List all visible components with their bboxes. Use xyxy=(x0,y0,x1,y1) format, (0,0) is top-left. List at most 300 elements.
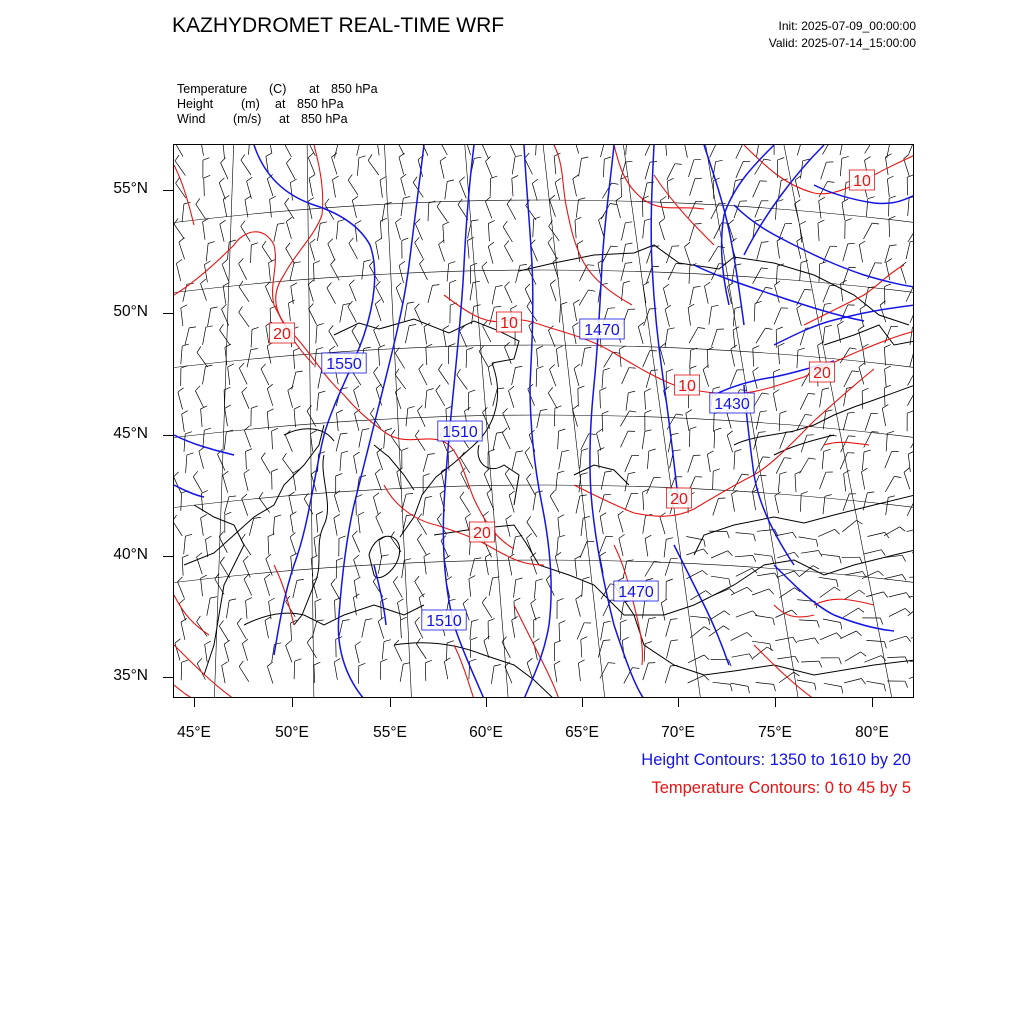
wind-barb xyxy=(558,429,566,449)
wind-barb xyxy=(800,458,816,474)
wind-barb xyxy=(710,145,725,158)
wind-barb xyxy=(395,369,406,389)
wind-barb xyxy=(550,195,556,217)
border-line xyxy=(478,445,519,505)
wind-barb xyxy=(528,384,535,405)
wind-barb xyxy=(241,221,251,242)
lat-label: 55°N xyxy=(113,180,148,197)
wind-barb xyxy=(283,145,291,157)
wind-barb xyxy=(536,366,543,386)
wind-barb xyxy=(842,520,862,531)
wind-barb xyxy=(261,364,269,385)
wind-barb xyxy=(424,323,430,344)
wind-barb xyxy=(841,436,856,452)
wind-barb xyxy=(690,286,701,305)
wind-barb xyxy=(377,145,383,156)
svg-text:10: 10 xyxy=(853,173,871,190)
wind-barb xyxy=(380,218,386,239)
wind-barb xyxy=(399,153,405,175)
wind-barb xyxy=(267,662,273,684)
wind-barb xyxy=(339,620,350,639)
wind-barb xyxy=(226,599,236,618)
wind-barb xyxy=(576,198,585,218)
wind-barb xyxy=(859,326,865,348)
wind-barb xyxy=(666,619,678,637)
wind-barb xyxy=(645,618,655,637)
wind-barb xyxy=(181,660,188,680)
wind-barb xyxy=(244,574,252,595)
wind-barb xyxy=(485,554,491,575)
wind-barb xyxy=(818,529,839,536)
wind-barb xyxy=(906,285,914,301)
wind-barb xyxy=(866,197,874,217)
wind-barb xyxy=(405,325,416,344)
wind-barb xyxy=(844,590,865,600)
svg-text:10: 10 xyxy=(678,378,696,395)
wind-barb xyxy=(181,618,187,640)
wind-barb xyxy=(598,448,604,469)
wind-barb xyxy=(904,468,910,490)
wind-barb xyxy=(507,198,516,219)
wind-barb xyxy=(622,281,631,301)
wind-barb xyxy=(352,531,359,552)
wind-barb xyxy=(512,155,522,174)
wind-barb xyxy=(685,242,691,264)
wind-barb xyxy=(406,406,415,426)
wind-barb xyxy=(626,391,635,411)
wind-barb xyxy=(203,428,211,448)
wind-barb xyxy=(690,348,698,368)
wind-barb xyxy=(889,593,911,599)
wind-barb xyxy=(425,660,432,681)
wind-barb xyxy=(865,413,878,430)
wind-barb xyxy=(247,177,253,199)
wind-barb xyxy=(508,145,515,156)
wind-barb xyxy=(580,541,594,558)
wind-barb xyxy=(887,176,893,197)
lon-tick xyxy=(775,698,776,707)
wind-barb xyxy=(713,469,720,489)
wind-barb xyxy=(220,220,226,242)
wind-barb xyxy=(509,491,515,513)
wind-barb xyxy=(713,498,726,516)
wind-barb xyxy=(534,617,541,638)
wind-barb xyxy=(441,536,448,557)
wind-barb xyxy=(602,368,610,388)
wind-barb xyxy=(228,364,234,385)
wind-barb xyxy=(349,280,356,302)
wind-barb xyxy=(621,263,632,281)
wind-barb xyxy=(860,305,866,326)
field-name: Wind xyxy=(177,112,206,126)
wind-barb xyxy=(469,659,476,679)
temperature-contour-label xyxy=(469,522,494,542)
wind-barb xyxy=(573,175,579,197)
wind-barb xyxy=(502,637,510,658)
wind-barb xyxy=(707,347,713,368)
wind-barb xyxy=(294,406,300,427)
wind-barb xyxy=(484,469,491,490)
wind-barb xyxy=(574,364,580,386)
wind-barb xyxy=(907,390,914,406)
wind-barb xyxy=(801,551,822,557)
wind-barb xyxy=(514,578,523,598)
border-line xyxy=(614,585,914,675)
wind-barb xyxy=(774,308,788,325)
wind-barbs xyxy=(174,145,914,693)
field-level: 850 hPa xyxy=(297,97,344,111)
wind-barb xyxy=(777,656,798,662)
wind-barb xyxy=(868,532,890,538)
wind-barb xyxy=(579,290,595,305)
wind-barb xyxy=(800,261,808,281)
wind-barb xyxy=(908,196,914,216)
wind-barb xyxy=(224,496,236,514)
wind-barb xyxy=(286,217,292,239)
wind-barb xyxy=(423,474,430,495)
wind-barb xyxy=(225,405,231,426)
wind-barb xyxy=(337,410,343,431)
wind-barb xyxy=(775,281,781,303)
wind-barb xyxy=(247,349,258,368)
wind-barb xyxy=(516,264,527,282)
wind-barb xyxy=(884,345,890,366)
wind-barb xyxy=(418,406,426,427)
wind-barb xyxy=(550,280,556,302)
lon-tick xyxy=(872,698,873,707)
svg-text:20: 20 xyxy=(670,491,688,508)
wind-barb xyxy=(620,620,627,641)
wind-barb xyxy=(272,428,278,449)
wind-barb xyxy=(362,260,371,280)
border-line xyxy=(519,245,909,325)
wind-barb xyxy=(352,326,361,347)
wind-barb xyxy=(625,493,638,510)
wind-barb xyxy=(753,393,769,409)
wind-barb xyxy=(242,639,248,661)
lon-tick xyxy=(194,698,195,707)
wind-barb xyxy=(736,161,750,177)
wind-barb xyxy=(638,322,644,344)
wind-barb xyxy=(262,241,272,262)
wind-barb xyxy=(775,637,796,643)
wind-barb xyxy=(621,601,631,620)
wind-barb xyxy=(380,177,386,198)
temperature-contour-line xyxy=(174,685,194,698)
wind-barb xyxy=(862,468,868,489)
wind-barb xyxy=(754,554,774,563)
wind-barb xyxy=(730,683,749,693)
field-at: at xyxy=(275,97,286,111)
wind-barb xyxy=(488,242,494,264)
wind-barb xyxy=(797,600,817,609)
wind-barb xyxy=(290,262,301,281)
wind-barb xyxy=(423,454,435,472)
wind-barb xyxy=(582,577,590,597)
wind-barb xyxy=(755,615,774,625)
wind-barb xyxy=(358,512,364,533)
wind-barb xyxy=(887,681,907,688)
wind-barb xyxy=(423,496,432,516)
wind-barb xyxy=(482,262,489,284)
wind-barb xyxy=(201,575,207,596)
map-canvas xyxy=(174,145,914,698)
wind-barb xyxy=(885,154,891,175)
wind-barb xyxy=(777,237,783,258)
chart-title: KAZHYDROMET REAL-TIME WRF xyxy=(172,14,505,37)
wind-barb xyxy=(512,366,523,385)
wind-barb xyxy=(885,476,901,492)
wind-barb xyxy=(642,430,651,449)
wind-barb xyxy=(267,384,273,406)
wind-barb xyxy=(348,301,357,322)
wind-barb xyxy=(201,490,207,511)
wind-barb xyxy=(580,449,588,469)
temperature-contour-line xyxy=(824,442,869,445)
wind-barb xyxy=(623,560,634,579)
wind-barb xyxy=(317,391,326,411)
wind-barb xyxy=(329,325,338,346)
wind-barb xyxy=(334,658,340,679)
height-contour-label xyxy=(322,353,366,373)
wind-barb xyxy=(823,286,837,303)
wind-barb xyxy=(731,345,737,367)
wind-barb xyxy=(908,227,914,242)
wind-barb xyxy=(822,554,842,563)
wind-barb xyxy=(293,348,299,369)
wind-barb xyxy=(842,557,863,563)
wind-barb xyxy=(220,324,230,345)
wind-barb xyxy=(732,654,753,660)
wind-barb xyxy=(534,579,542,599)
wind-barb xyxy=(241,534,251,555)
wind-barb xyxy=(778,343,784,364)
wind-barb xyxy=(396,145,404,155)
wind-barb xyxy=(294,659,301,679)
wind-barb xyxy=(402,238,409,259)
wind-barb xyxy=(864,223,880,239)
wind-barb xyxy=(705,282,711,304)
lon-label: 70°E xyxy=(661,724,695,741)
wind-barb xyxy=(885,452,899,469)
height-contour-line xyxy=(174,485,204,497)
field-at: at xyxy=(309,82,320,96)
wind-barb xyxy=(621,222,632,241)
wind-barb xyxy=(239,661,249,682)
wind-barb xyxy=(536,145,544,155)
temperature-contour-line xyxy=(754,645,814,698)
wind-barb xyxy=(549,220,560,241)
wind-barb xyxy=(222,662,228,683)
wind-barb xyxy=(384,429,392,449)
svg-text:1510: 1510 xyxy=(442,424,478,441)
wind-barb xyxy=(862,618,883,625)
wind-barb xyxy=(688,655,709,663)
wind-barb xyxy=(774,145,781,155)
wind-barb xyxy=(491,665,500,684)
wind-barb xyxy=(355,642,361,664)
meridian-line xyxy=(542,145,606,698)
wind-barb xyxy=(797,638,818,644)
wind-barb xyxy=(733,327,739,348)
wind-barb xyxy=(575,556,581,577)
wind-barb xyxy=(357,145,368,156)
wind-barb xyxy=(220,557,230,578)
wind-barb xyxy=(527,474,536,495)
border-line xyxy=(434,525,664,615)
wind-barb xyxy=(223,196,229,217)
wind-barb xyxy=(468,220,479,239)
wind-barb xyxy=(359,429,369,448)
wind-barb xyxy=(845,652,866,661)
wind-barb xyxy=(259,492,270,512)
wind-barb xyxy=(820,388,830,407)
wind-barb xyxy=(251,406,258,426)
svg-text:1550: 1550 xyxy=(326,356,362,373)
wind-barb xyxy=(512,616,518,637)
wind-barb xyxy=(437,514,446,535)
wind-barb xyxy=(736,145,751,159)
wind-barb xyxy=(373,493,379,515)
wind-barb xyxy=(554,406,561,426)
svg-text:1470: 1470 xyxy=(618,584,654,601)
wind-barb xyxy=(469,390,476,411)
wind-barb xyxy=(537,346,543,367)
wind-barb xyxy=(689,159,701,177)
wind-barb xyxy=(703,365,709,387)
wind-barb xyxy=(504,241,513,262)
wind-barb xyxy=(417,514,426,535)
height-contour-label xyxy=(580,319,624,339)
wind-barb xyxy=(557,598,564,619)
wind-barb xyxy=(289,300,295,321)
wind-barb xyxy=(864,550,886,556)
wind-barb xyxy=(618,511,624,533)
wind-barb xyxy=(840,156,848,176)
wind-barb xyxy=(291,283,297,304)
wind-barb xyxy=(821,658,842,665)
wind-barb xyxy=(907,175,914,196)
wind-barb xyxy=(417,534,426,555)
wind-barb xyxy=(395,348,405,369)
wind-barb xyxy=(776,264,784,284)
wind-barb xyxy=(261,453,270,474)
wind-barb xyxy=(727,431,733,453)
wind-barb xyxy=(626,145,634,155)
wind-barb xyxy=(397,468,403,489)
wind-barb xyxy=(246,598,252,619)
wind-barb xyxy=(885,284,891,305)
lon-label: 55°E xyxy=(373,724,407,741)
temperature-contour-line xyxy=(174,645,234,698)
wind-barb xyxy=(182,411,188,432)
wind-barb xyxy=(334,145,345,159)
wind-barb xyxy=(620,411,636,427)
wind-barb xyxy=(242,494,248,516)
wind-barb xyxy=(175,639,181,661)
svg-text:10: 10 xyxy=(500,315,518,332)
wind-barb xyxy=(757,242,769,260)
wind-barb xyxy=(379,537,385,558)
wind-barb xyxy=(619,534,625,556)
wind-barb xyxy=(664,538,673,558)
wind-barb xyxy=(779,411,786,431)
wind-barb xyxy=(239,306,249,327)
lat-tick xyxy=(163,435,173,436)
border-line xyxy=(664,550,914,615)
wind-barb xyxy=(445,180,454,200)
wind-barb xyxy=(797,145,809,155)
wind-barb xyxy=(379,345,385,366)
wind-barb xyxy=(349,238,358,259)
wind-barb xyxy=(316,323,324,343)
wind-barb xyxy=(396,218,402,240)
wind-barb xyxy=(251,327,259,347)
wind-barb xyxy=(819,197,825,218)
wind-barb xyxy=(241,154,251,175)
wind-barb xyxy=(512,176,518,197)
wind-barb xyxy=(537,409,548,428)
wind-barb xyxy=(273,515,281,535)
wind-barb xyxy=(290,533,296,555)
wind-barb xyxy=(251,243,258,263)
wind-barb xyxy=(186,453,194,473)
wind-barb xyxy=(428,201,435,221)
wind-barb xyxy=(436,385,445,406)
wind-barb xyxy=(689,427,696,447)
wind-barb xyxy=(731,632,752,640)
wind-barb xyxy=(797,348,805,368)
wind-barb xyxy=(178,388,184,410)
wind-barb xyxy=(601,204,617,220)
svg-text:1470: 1470 xyxy=(584,322,620,339)
wind-barb xyxy=(460,177,467,199)
graticule xyxy=(174,145,914,698)
wind-barb xyxy=(819,577,838,587)
height-contour-label xyxy=(438,421,482,441)
wind-barb xyxy=(911,634,914,640)
wind-barb xyxy=(185,327,196,346)
wind-barb xyxy=(402,559,411,578)
wind-barb xyxy=(864,656,886,663)
lon-tick xyxy=(678,698,679,707)
wind-barb xyxy=(713,682,733,691)
wind-barb xyxy=(223,471,229,493)
wind-barb xyxy=(709,305,719,324)
wind-barb xyxy=(597,429,603,451)
wind-barb xyxy=(800,394,815,410)
wind-barb xyxy=(820,633,842,640)
wind-barb xyxy=(246,449,252,470)
wind-barb xyxy=(376,281,384,302)
wind-barb xyxy=(558,515,564,536)
wind-barb xyxy=(752,589,774,595)
wind-barb xyxy=(428,285,440,303)
temperature-contours xyxy=(174,145,914,698)
wind-barb xyxy=(399,261,405,283)
wind-barb xyxy=(482,597,492,618)
wind-barb xyxy=(196,199,206,220)
wind-barb xyxy=(181,344,189,364)
wind-barb xyxy=(909,595,915,601)
field-unit: (C) xyxy=(269,82,287,96)
wind-barb xyxy=(203,365,213,384)
wind-barb xyxy=(886,496,895,515)
wind-barb xyxy=(709,626,730,637)
wind-barb xyxy=(688,455,701,472)
wind-barb xyxy=(602,411,608,432)
wind-barb xyxy=(820,472,833,489)
